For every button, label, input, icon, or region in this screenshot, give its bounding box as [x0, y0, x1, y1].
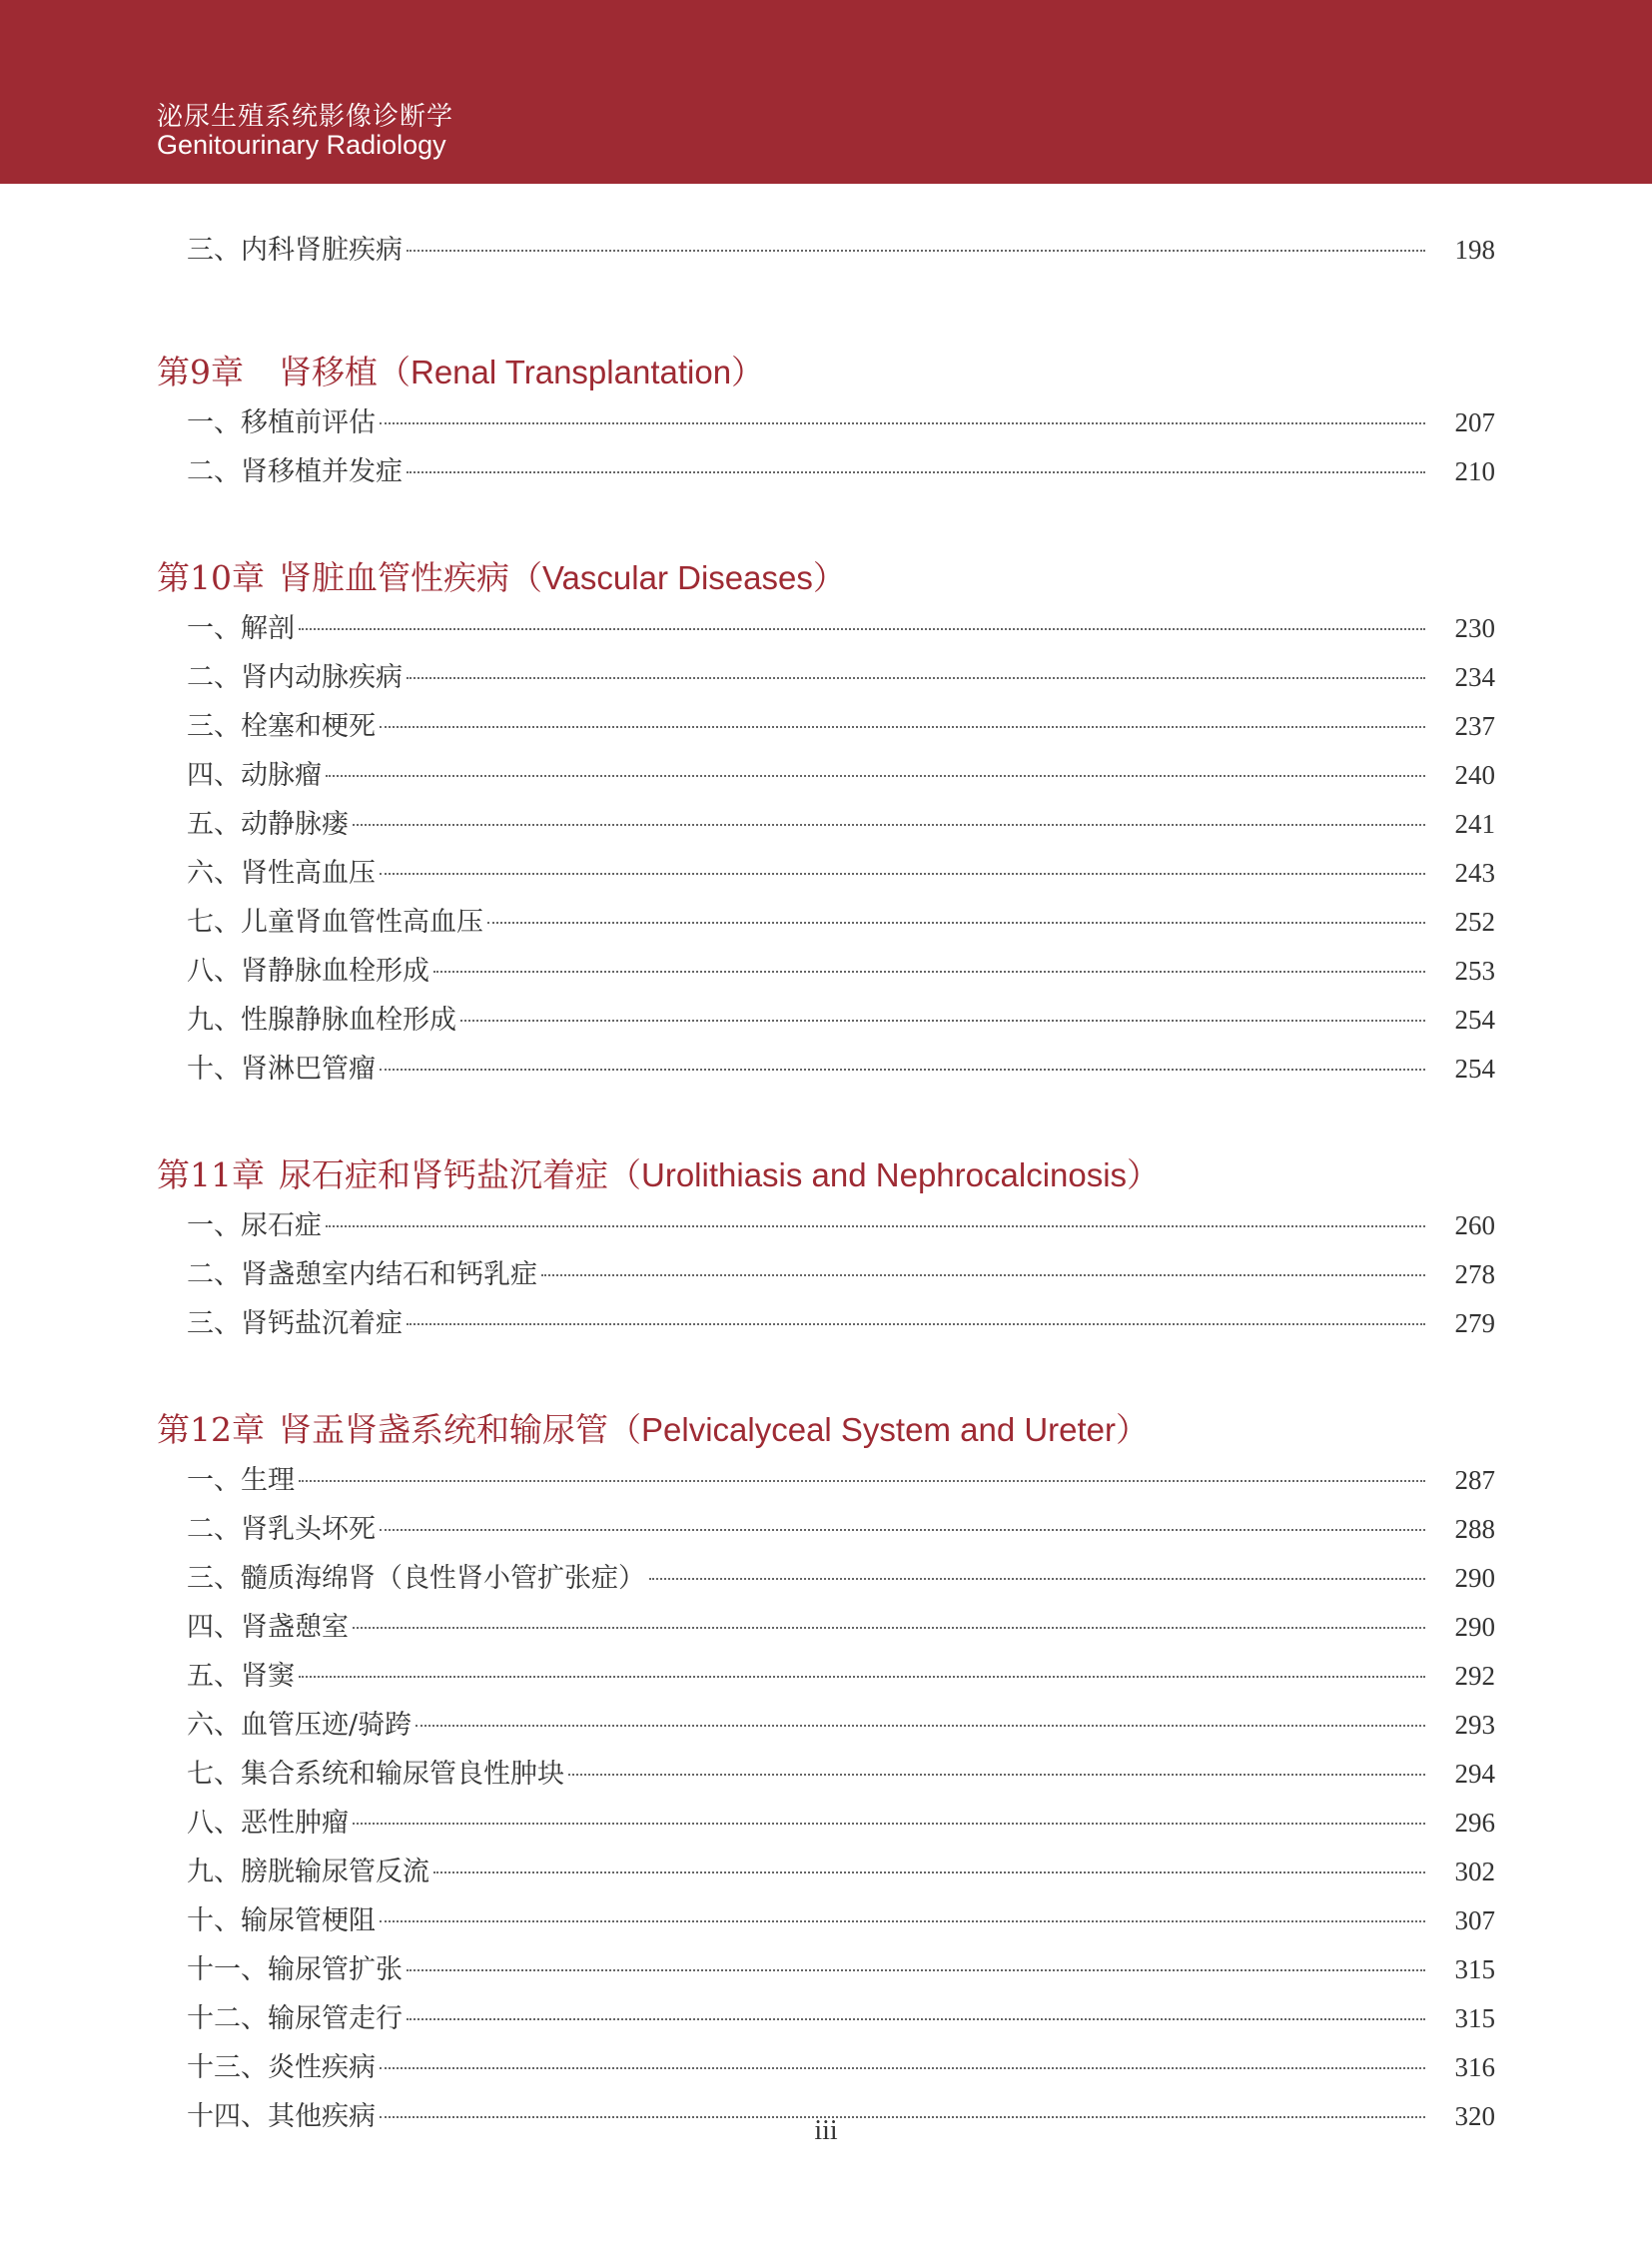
toc-entry[interactable]: [157, 447, 1495, 496]
dot-leader: [380, 1069, 1425, 1071]
toc-entry-page-number: 293: [1454, 1710, 1495, 1740]
toc-entry-label: 十、肾淋巴管瘤: [187, 1054, 376, 1085]
page-number: iii: [814, 2115, 838, 2146]
toc-entry-label: 二、肾移植并发症: [187, 456, 403, 487]
dot-leader: [299, 1480, 1425, 1482]
toc-entry[interactable]: [157, 1299, 1495, 1348]
chapter-list: [157, 347, 1495, 2141]
chapter-heading[interactable]: [157, 1149, 1495, 1201]
toc-entry-label: 十四、其他疾病: [187, 2101, 376, 2132]
toc-entry-page-number: 237: [1454, 711, 1495, 741]
dot-leader: [353, 1627, 1425, 1629]
toc-entry[interactable]: [157, 1799, 1495, 1848]
toc-entry-label: 一、解剖: [187, 613, 295, 644]
toc-entry[interactable]: [157, 1994, 1495, 2043]
dot-leader: [433, 971, 1425, 973]
book-title-english: Genitourinary Radiology: [157, 130, 446, 160]
toc-entry-page-number: 279: [1454, 1308, 1495, 1338]
toc-entry[interactable]: [157, 653, 1495, 702]
toc-entry-page-number: 230: [1454, 613, 1495, 643]
toc-entry[interactable]: [157, 226, 1495, 275]
carryover-entries: [157, 226, 1495, 275]
toc-entry[interactable]: [157, 996, 1495, 1045]
toc-entry[interactable]: [157, 849, 1495, 898]
dot-leader: [487, 922, 1425, 924]
dot-leader: [380, 1529, 1425, 1531]
toc-entry[interactable]: [157, 1750, 1495, 1799]
toc-entry-page-number: 290: [1454, 1563, 1495, 1593]
toc-entry-label: 一、生理: [187, 1465, 295, 1496]
toc-entry-page-number: 254: [1454, 1054, 1495, 1084]
toc-entry[interactable]: [157, 1701, 1495, 1750]
dot-leader: [415, 1725, 1425, 1727]
toc-entry-label: 二、肾乳头坏死: [187, 1514, 376, 1545]
toc-entry-page-number: 207: [1454, 407, 1495, 437]
toc-entry[interactable]: [157, 751, 1495, 800]
chapter-title-english: （Pelvicalyceal System and Ureter）: [608, 1411, 1150, 1448]
toc-entry-page-number: 316: [1454, 2052, 1495, 2082]
toc-entry-page-number: 292: [1454, 1661, 1495, 1691]
toc-entry-page-number: 307: [1454, 1905, 1495, 1935]
toc-entry-label: 二、肾盏憩室内结石和钙乳症: [187, 1259, 537, 1290]
dot-leader: [380, 873, 1425, 875]
toc-entry-page-number: 296: [1454, 1808, 1495, 1838]
dot-leader: [380, 1920, 1425, 1922]
toc-entry[interactable]: [157, 1652, 1495, 1701]
toc-entry-page-number: 315: [1454, 2003, 1495, 2033]
toc-entry[interactable]: [157, 1554, 1495, 1603]
dot-leader: [326, 1225, 1425, 1227]
chapter-number: 第12章: [157, 1410, 265, 1449]
chapter-block: [157, 1404, 1495, 2141]
chapter-title-english: （Vascular Diseases）: [509, 559, 846, 596]
toc-entry-label: 二、肾内动脉疾病: [187, 662, 403, 693]
toc-entry-page-number: 302: [1454, 1857, 1495, 1886]
toc-entry-page-number: 254: [1454, 1005, 1495, 1035]
toc-entry[interactable]: [157, 1896, 1495, 1945]
toc-entry-label: 七、儿童肾血管性高血压: [187, 907, 483, 938]
table-of-contents: [157, 226, 1495, 2197]
toc-entry-page-number: 287: [1454, 1465, 1495, 1495]
toc-entry-label: 三、栓塞和梗死: [187, 711, 376, 742]
dot-leader: [326, 775, 1425, 777]
toc-entry-label: 四、动脉瘤: [187, 760, 322, 791]
chapter-number: 第10章: [157, 558, 265, 597]
dot-leader: [299, 1676, 1425, 1678]
dot-leader: [380, 422, 1425, 424]
dot-leader: [649, 1578, 1425, 1580]
toc-entry-label: 十三、炎性疾病: [187, 2052, 376, 2083]
dot-leader: [407, 1969, 1425, 1971]
toc-entry-label: 八、恶性肿瘤: [187, 1808, 349, 1839]
chapter-title-chinese: 肾移植: [279, 353, 378, 391]
toc-entry[interactable]: [157, 1505, 1495, 1554]
toc-entry[interactable]: [157, 398, 1495, 447]
chapter-title-chinese: 肾脏血管性疾病: [279, 558, 509, 597]
toc-entry-page-number: 234: [1454, 662, 1495, 692]
toc-entry-page-number: 294: [1454, 1759, 1495, 1789]
toc-entry-label: 三、肾钙盐沉着症: [187, 1308, 403, 1339]
toc-entry-page-number: 315: [1454, 1954, 1495, 1984]
chapter-title-chinese: 尿石症和肾钙盐沉着症: [279, 1155, 608, 1194]
toc-entry-page-number: 240: [1454, 760, 1495, 790]
dot-leader: [407, 250, 1425, 252]
dot-leader: [407, 2018, 1425, 2020]
dot-leader: [433, 1871, 1425, 1873]
toc-entry-label: 五、动静脉瘘: [187, 809, 349, 840]
toc-entry-page-number: 252: [1454, 907, 1495, 937]
toc-entry[interactable]: [157, 800, 1495, 849]
toc-entry-label: 十一、输尿管扩张: [187, 1954, 403, 1985]
toc-entry-page-number: 241: [1454, 809, 1495, 839]
dot-leader: [380, 2067, 1425, 2069]
toc-entry-label: 九、性腺静脉血栓形成: [187, 1005, 456, 1036]
header-band: [0, 0, 1652, 184]
toc-entry[interactable]: [157, 604, 1495, 653]
toc-entry-page-number: 288: [1454, 1514, 1495, 1544]
toc-entry[interactable]: [157, 1456, 1495, 1505]
chapter-block: [157, 552, 1495, 1094]
chapter-block: [157, 347, 1495, 496]
dot-leader: [407, 1323, 1425, 1325]
toc-entry-page-number: 320: [1454, 2101, 1495, 2131]
dot-leader: [407, 471, 1425, 473]
toc-entry-label: 十、输尿管梗阻: [187, 1905, 376, 1936]
dot-leader: [460, 1020, 1425, 1022]
toc-entry[interactable]: [157, 2043, 1495, 2092]
toc-entry[interactable]: [157, 702, 1495, 751]
toc-entry-label: 八、肾静脉血栓形成: [187, 956, 429, 987]
toc-entry-page-number: 210: [1454, 456, 1495, 486]
toc-entry-label: 七、集合系统和输尿管良性肿块: [187, 1759, 564, 1790]
toc-entry-label: 四、肾盏憩室: [187, 1612, 349, 1643]
dot-leader: [299, 628, 1425, 630]
chapter-heading[interactable]: [157, 552, 1495, 604]
toc-entry-label: 三、内科肾脏疾病: [187, 235, 403, 266]
toc-entry-page-number: 260: [1454, 1210, 1495, 1240]
toc-entry-label: 三、髓质海绵肾（良性肾小管扩张症）: [187, 1563, 645, 1594]
toc-entry-label: 十二、输尿管走行: [187, 2003, 403, 2034]
toc-entry[interactable]: [157, 1201, 1495, 1250]
toc-entry-label: 六、血管压迹/骑跨: [187, 1710, 413, 1741]
chapter-heading[interactable]: [157, 1404, 1495, 1456]
chapter-heading[interactable]: [157, 347, 1495, 398]
dot-leader: [407, 677, 1425, 679]
book-title-chinese: 泌尿生殖系统影像诊断学: [157, 102, 454, 132]
chapter-title-english: （Urolithiasis and Nephrocalcinosis）: [608, 1156, 1161, 1193]
toc-entry-label: 一、尿石症: [187, 1210, 322, 1241]
toc-entry-label: 五、肾窦: [187, 1661, 295, 1692]
toc-entry-label: 一、移植前评估: [187, 407, 376, 438]
chapter-block: [157, 1149, 1495, 1348]
toc-entry[interactable]: [157, 1603, 1495, 1652]
chapter-number: 第9章: [157, 353, 244, 391]
dot-leader: [353, 824, 1425, 826]
chapter-title-english: （Renal Transplantation）: [378, 354, 765, 390]
toc-entry[interactable]: [157, 1250, 1495, 1299]
toc-entry[interactable]: [157, 1848, 1495, 1896]
toc-entry[interactable]: [157, 898, 1495, 947]
dot-leader: [380, 726, 1425, 728]
toc-entry-page-number: 290: [1454, 1612, 1495, 1642]
toc-entry-label: 九、膀胱输尿管反流: [187, 1857, 429, 1887]
toc-entry[interactable]: [157, 1945, 1495, 1994]
toc-entry-page-number: 198: [1454, 235, 1495, 265]
chapter-number: 第11章: [157, 1155, 265, 1194]
dot-leader: [541, 1274, 1425, 1276]
toc-entry-page-number: 278: [1454, 1259, 1495, 1289]
toc-entry[interactable]: [157, 1045, 1495, 1094]
toc-entry-page-number: 243: [1454, 858, 1495, 888]
chapter-title-chinese: 肾盂肾盏系统和输尿管: [279, 1410, 608, 1449]
toc-entry[interactable]: [157, 947, 1495, 996]
toc-entry-label: 六、肾性高血压: [187, 858, 376, 889]
dot-leader: [353, 1823, 1425, 1825]
toc-entry-page-number: 253: [1454, 956, 1495, 986]
dot-leader: [568, 1774, 1425, 1776]
